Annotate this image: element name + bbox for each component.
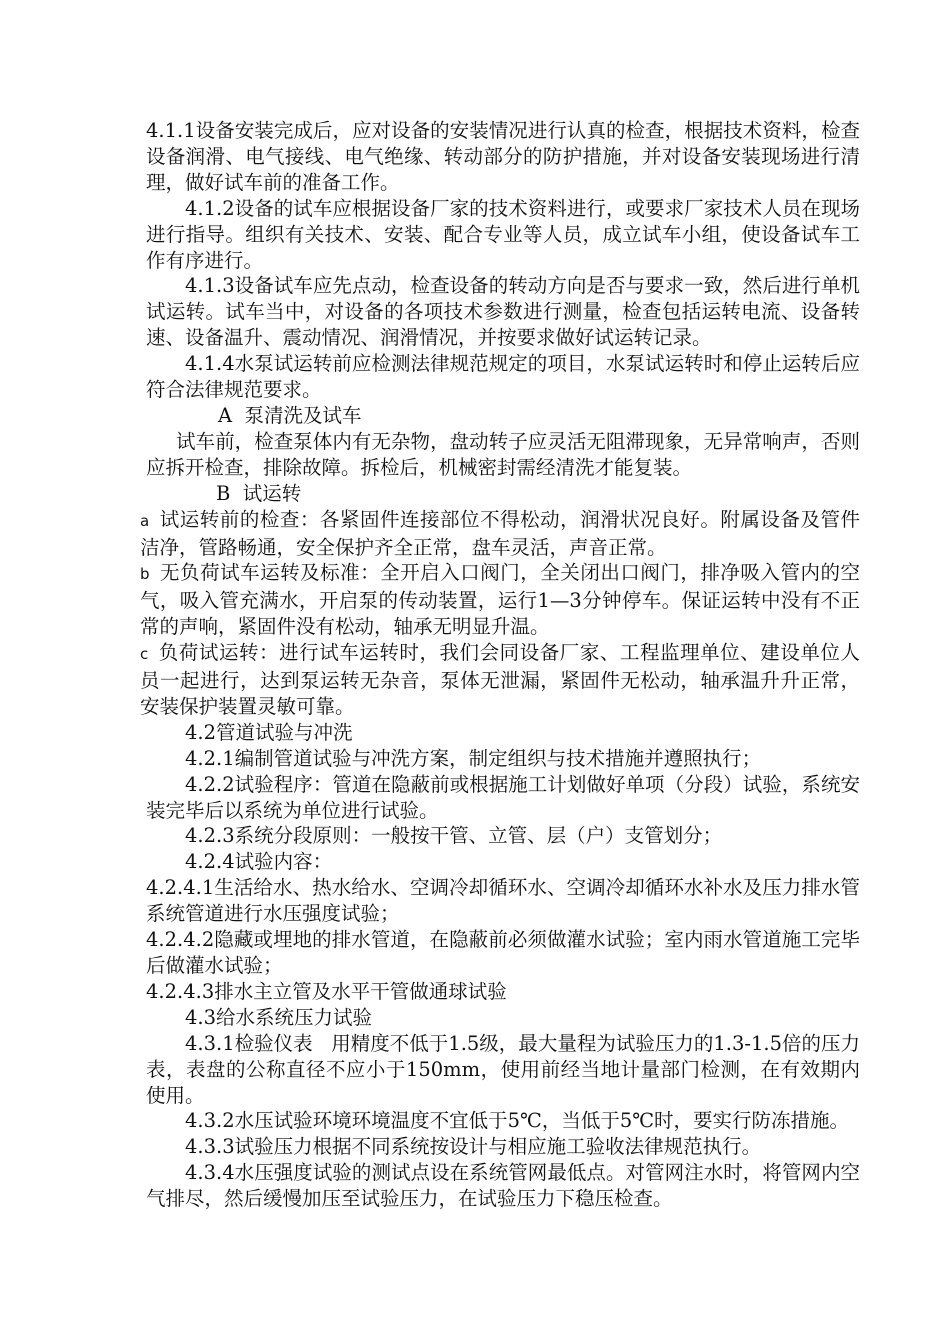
marker-a: a xyxy=(140,511,150,530)
marker-c: c xyxy=(140,645,149,664)
paragraph-4-3-3: 4.3.3试验压力根据不同系统按设计与相应施工验收法律规范执行。 xyxy=(185,1135,762,1159)
item-b-text: 无负荷试车运转及标准：全开启入口阀门，全关闭出口阀门，排净吸入管内的空气，吸入管充满水，开启泵的传动装置，运行1—3分钟停车。保证运转中没有不正常的声响，紧固件没有松动，轴承无明显升温。 xyxy=(140,561,860,639)
paragraph-4-3-4: 4.3.4水压强度试验的测试点设在系统管网最低点。对管网注水时，将管网内空气排尽，然后缓慢加压至试验压力，在试验压力下稳压检查。 xyxy=(146,1161,860,1211)
paragraph-4-2-4-2: 4.2.4.2隐藏或埋地的排水管道，在隐蔽前必须做灌水试验；室内雨水管道施工完毕后做灌水试验； xyxy=(146,928,860,977)
document-body xyxy=(140,118,860,1212)
item-c-load-run xyxy=(140,640,860,720)
marker-b: b xyxy=(140,565,150,584)
item-a-text: 试运转前的检查：各紧固件连接部位不得松动，润滑状况良好。附属设备及管件洁净，管路畅通，安全保护齐全正常，盘车灵活，声音正常。 xyxy=(140,507,860,559)
item-a-pre-run-check xyxy=(140,507,860,561)
paragraph-4-1-3: 4.1.3设备试车应先点动，检查设备的转动方向是否与要求一致，然后进行单机试运转。试车当中，对设备的各项技术参数进行测量，检查包括运转电流、设备转速、设备温升、震动情况、润滑情况，并按要求做好试运转记录。 xyxy=(146,274,860,350)
paragraph-4-2-4-3: 4.2.4.3排水主立管及水平干管做通球试验 xyxy=(146,979,507,1003)
paragraph-4-3-2: 4.3.2水压试验环境环境温度不宜低于5℃，当低于5℃时，要实行防冻措施。 xyxy=(185,1109,850,1133)
paragraph-4-2-3: 4.2.3系统分段原则：一般按干管、立管、层（户）支管划分； xyxy=(185,824,723,848)
paragraph-4-2-2: 4.2.2试验程序：管道在隐蔽前或根据施工计划做好单项（分段）试验，系统安装完毕后以系统为单位进行试验。 xyxy=(146,772,860,822)
heading-b-trial-run: B 试运转 xyxy=(216,481,302,505)
heading-4-3: 4.3给水系统压力试验 xyxy=(185,1005,373,1029)
paragraph-4-2-4-1: 4.2.4.1生活给水、热水给水、空调冷却循环水、空调冷却循环水补水及压力排水管系统管道进行水压强度试验； xyxy=(146,876,860,926)
paragraph-4-3-1: 4.3.1检验仪表 用精度不低于1.5级，最大量程为试验压力的1.3-1.5倍的压力表，表盘的公称直径不应小于150mm，使用前经当地计量部门检测，在有效期内使用。 xyxy=(146,1031,860,1107)
paragraph-4-1-4: 4.1.4水泵试运转前应检测法律规范规定的项目，水泵试运转时和停止运转后应符合法律规范要求。 xyxy=(146,352,860,402)
heading-a-pump-cleaning: A 泵清洗及试车 xyxy=(218,403,362,427)
item-b-no-load-run xyxy=(140,560,860,640)
heading-4-2: 4.2管道试验与冲洗 xyxy=(185,720,353,744)
item-c-text: 负荷试运转：进行试车运转时，我们会同设备厂家、工程监理单位、建设单位人员一起进行，达到泵运转无杂音，泵体无泄漏，紧固件无松动，轴承温升升正常，安装保护装置灵敏可靠。 xyxy=(140,641,860,718)
paragraph-4-2-1: 4.2.1编制管道试验与冲洗方案，制定组织与技术措施并遵照执行； xyxy=(185,746,762,770)
paragraph-4-1-2: 4.1.2设备的试车应根据设备厂家的技术资料进行，或要求厂家技术人员在现场进行指导。组织有关技术、安装、配合专业等人员，成立试车小组，使设备试车工作有序进行。 xyxy=(146,196,860,272)
paragraph-4-1-1: 4.1.1设备安装完成后，应对设备的安装情况进行认真的检查，根据技术资料，检查设备润滑、电气接线、电气绝缘、转动部分的防护措施，并对设备安装现场进行清理，做好试车前的准备工作。 xyxy=(146,119,860,194)
paragraph-pump-cleaning: 试车前，检查泵体内有无杂物，盘动转子应灵活无阻滞现象，无异常响声，否则应拆开检查，排除故障。拆检后，机械密封需经清洗才能复装。 xyxy=(146,429,860,479)
paragraph-4-2-4: 4.2.4试验内容： xyxy=(185,850,333,874)
